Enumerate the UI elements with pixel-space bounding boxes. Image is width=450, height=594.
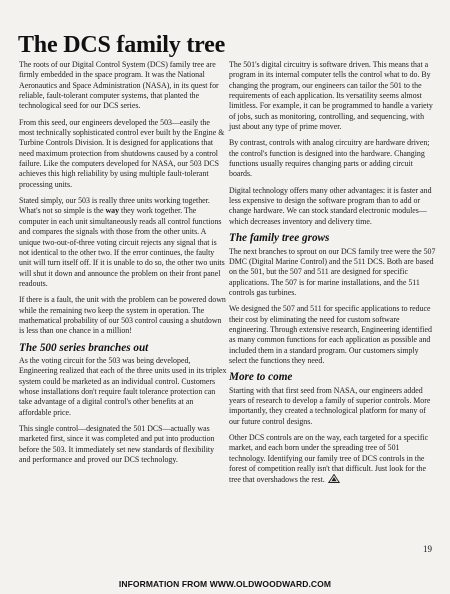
paragraph: By contrast, controls with analog circuitry are hardware driven; the control's function is designed into the hardware. Changing functions usually requires changing parts or adding circuit boards. — [229, 138, 430, 179]
tree-icon — [328, 474, 340, 483]
section-heading: The 500 series branches out — [19, 341, 149, 354]
footer-banner: INFORMATION FROM WWW.OLDWOODWARD.COM — [118, 579, 332, 589]
paragraph-text: Other DCS controls are on the way, each targeted for a specific market, and each born under the spreading tree of 501 technology. Identifying our family tree of DCS controls in the forest of competition really isn't that difficult. Just look for the tree that overshadows the rest. — [229, 433, 429, 485]
section-heading: The family tree grows — [229, 232, 330, 245]
page-number: 19 — [423, 544, 432, 554]
paragraph: Digital technology offers many other advantages: it is faster and less expensive to design the software program than to add or change hardware. We can stock standard electronic modules—which decreases inventory and delivery time. — [229, 185, 432, 226]
right-column — [229, 60, 437, 492]
paragraph: We designed the 507 and 511 for specific applications to reduce their cost by eliminating the need for custom software engineering. Through extensive research, Engineering identified as many common functions for each application as possible and included them in a standard program. Our customers simply select the functions they need. — [229, 304, 432, 365]
paragraph: As the voting circuit for the 503 was being developed, Engineering realized that each of the three units used in its triplex system could be marketed as an individual control. Customers whose installations don't require fault tolerance protection can take advantage of a digital control's other benefits at an affordable price. — [19, 355, 227, 417]
paragraph: The roots of our Digital Control System (DCS) family tree are firmly embedded in the space program. It was the National Aeronautics and Space Administration (NASA), in its quest for reliable, fault-tolerant computer systems, that planted the technological seed for our DCS series. — [19, 60, 219, 111]
paragraph-text: they work together. The computer in each unit simultaneously reads all control functions and compares the signals with those from the other units. A unique two-out-of-three voting circuit rejects any signal that is not identical to the other two. If the error continues, the faulty unit will turn itself off. If it is unable to do so, the other two units will shut it down and announce the problem on their front panel readouts. — [19, 206, 225, 288]
left-column — [19, 60, 227, 471]
paragraph: The next branches to sprout on our DCS family tree were the 507 DMC (Digital Marine Control) and the 511 DCS. Both are based on the 501, but the 507 and 511 are designed for specific applications. The 507 is for marine installations, and the 511 controls gas turbines. — [229, 246, 436, 297]
paragraph — [19, 196, 227, 289]
paragraph: The 501's digital circuitry is software driven. This means that a program in its internal computer tells the control what to do. By changing the program, our engineers can tailor the 501 to the requirements of each application. Its versatility seems almost limitless. For example, it can be programmed to handle a variety of jobs, such as monitoring, controlling, and sequencing, with just about any type of prime mover. — [229, 60, 433, 132]
section-heading: More to come — [229, 371, 293, 384]
paragraph: Starting with that first seed from NASA, our engineers added years of research to develop a family of superior controls. More importantly, they created a technological platform for many of our future control designs. — [229, 385, 431, 426]
paragraph: From this seed, our engineers developed the 503—easily the most technically sophisticated control ever built by the Engine & Turbine Controls Division. It is designed for applications that need maximum protection from shutdowns caused by a control failure. Like the computers developed for NASA, our 503 DCS achieves this high reliability by using multiple fault-tolerant processing units. — [19, 117, 225, 189]
page-title: The DCS family tree — [18, 32, 226, 58]
paragraph-text: Stated simply, our 503 is really three units working together. What's not so simple is the — [19, 196, 210, 216]
paragraph: This single control—designated the 501 DCS—actually was marketed first, since it was completed and put into production before the 503. It immediately set new standards of flexibility and performance and proved our DCS technology. — [19, 424, 215, 465]
emphasis: way — [105, 206, 120, 216]
paragraph — [229, 433, 437, 486]
paragraph: If there is a fault, the unit with the problem can be powered down while the remaining two keep the system in operation. The mathematical probability of our 503 control causing a shutdown is less than one chance in a million! — [19, 295, 226, 336]
